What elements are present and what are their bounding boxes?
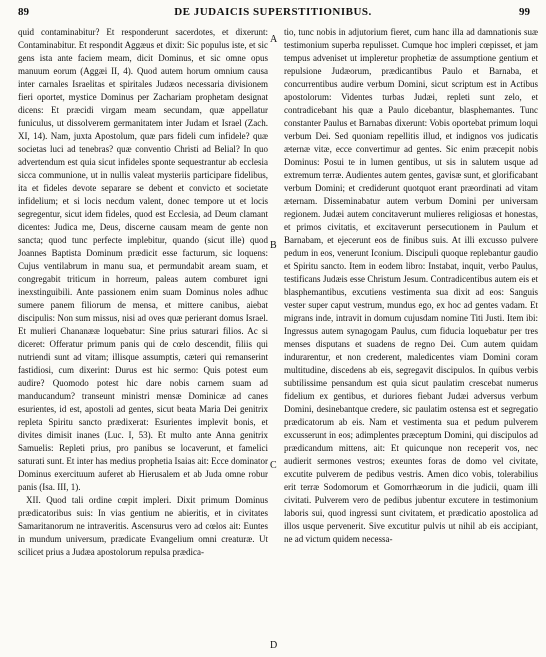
margin-letter-c: C: [270, 460, 277, 471]
running-title: DE JUDAICIS SUPERSTITIONIBUS.: [174, 6, 372, 18]
right-page-number: 99: [519, 6, 530, 18]
running-header: [10, 6, 536, 22]
margin-letter-d: D: [270, 640, 278, 651]
right-column: [284, 26, 538, 654]
left-page-number: 89: [18, 6, 29, 18]
left-paragraph-1: quid contaminabitur? Et responderunt sacerdotes, et dixerunt: Contaminabitur. Et respondit Aggæus et dixit: Sic populus iste, et sic gens ista ante faciem meam, dicit Dominus, et sic omne opus manuum eorum (Aggæi II, 4). Quod autem horum omnium causa inter carnales Israelitas et spiritales Judæos necessaria divisionem fieri oportet, mystice Dominus per Zachariam prophetam designat dicens: Et præcidi virgam meam secundam, quæ appellatur funiculus, ut dissolverem germanitatem inter Judam et Israel (Zach. XI, 14). Nam, juxta Apostolum, quæ pars fideli cum infidele? quæ societas luci ad tenebras? quæ conventio Christi ad Belial? In quo advertendum est quia sicut infideles sponte sequestrantur ab ecclesia sicca communione, ut in nullis valeat mysteriis participare fidelibus, ita et fideles devote separare se debent et convicto et societate infidelium; et si locis necdum valent, donec tempore ut et locis segregentur, sicut idem fideles, quod est Ecclesia, ad Deum clamant dicentes: Judica me, Deus, discerne causam meam de gente non sancta; quod tunc perfecte implebitur, quando (sicut ille) quod Joannes Baptista Dominum prædicit esse facturum, sic loquens: Cujus ventilabrum in manu sua, et permundabit aream suam, et congregabit triticum in horreum, paleas autem comburet igni inexstinguibili. Ante passionem enim suam Dominus noles adhuc sumere panem filiorum de mensa, et mittere canibus, aiebat discipulis: Non sum missus, nisi ad oves quæ perierant domus Israel. Et mulieri Chananææ loquebatur: Sine prius saturari filios. Ac si diceret: Offeratur primum panis qui de cœlo descendit, filiis qui nutriendi sunt ad vitam; illisque assumptis, cæteri qui remanserint fastidiosi, cum dixerint: Durus est hic sermo: Quis potest eum audire? Quomodo potest hic dare nobis carnem suam ad manducandum? transeunt ministri mensæ Dominicæ ad canes esurientes, id est, apostoli ad gentes, sicut beata Maria Dei genitrix repleta Spiritu sancto prædixerat: Esurientes implevit bonis, et divites dimisit inanes (Luc. I, 53). Et multo ante Anna genitrix Samuelis: Repleti prius, pro panibus se locaverunt, et famelici saturati sunt. Et inter has medius prophetia Isaias ait: Ecce dominator Dominus exercituum auferet ab Hierusalem et ab Juda omne robur panis (Isa. III, 1).: [18, 27, 268, 492]
left-paragraph-2: XII. Quod tali ordine cœpit impleri. Dixit primum Dominus prædicatoribus suis: In vias gentium ne abieritis, et in civitates Samaritanorum ne intraveritis. Ascensurus vero ad cœlos ait: Euntes in mundum universum, prædicate Evangelium omni creaturæ. Ut scilicet prius a Judæa apostolorum repulsa prædica-: [18, 495, 268, 557]
margin-letter-a: A: [270, 34, 278, 45]
left-column: [18, 26, 268, 654]
margin-letter-b: B: [270, 240, 277, 251]
right-paragraph-1: tio, tunc nobis in adjutorium fieret, cum hanc illa ad damnationis suæ testimonium superba repulisset. Cumque hoc impleri cœpisset, et jam tempus adveniset ut impleretur prophetiæ de assumptione gentium et repulsione Judæorum, prædicantibus Paulo et Barnaba, et concurrentibus audire verbum Domini, sicut scriptum est in Actibus apostolorum: Videntes turbas Judæi, repleti sunt zelo, et contradicebant his quæ a Paulo dicebantur, blasphemantes. Tunc constanter Paulus et Barnabas dixerunt: Vobis oportebat primum loqui verbum Dei. Sed quoniam repellitis illud, et indignos vos judicatis æternæ vitæ, ecce convertimur ad gentes. Sic enim præcepit nobis Dominus: Posui te in lumen gentibus, ut sis in salutem usque ad extremum terræ. Audientes autem gentes, gavisæ sunt, et glorificabant verbum Domini; et crediderunt quotquot erant præordinati ad vitam æternam. Disseminabatur autem verbum Domini per universam regionem. Judæi autem concitaverunt mulieres religiosas et honestas, et primos civitatis, et excitaverunt persecutionem in Paulum et Barnabam, et ejecerunt eos de finibus suis. At illi excusso pulvere pedum in eos, venerunt Iconium. Discipuli quoque replebantur gaudio et Spiritu sancto. Item in eodem libro: Instabat, inquit, verbo Paulus, testificans Judæis esse Christum Jesum. Contradicentibus autem eis et blasphemantibus, excutiens vestimenta sua dixit ad eos: Sanguis vester super caput vestrum, mundus ego, ex hoc ad gentes vadam. Et migrans inde, intravit in domum cujusdam nomine Titi Justi. Item ibi: Ingressus autem synagogam Paulus, cum fiducia loquebatur per tres menses disputans et suadens de regno Dei. Cum autem quidam indurarentur, et non crederent, maledicentes viam Domini coram multitudine, discedens ab eis, segregavit discipulos. In quibus verbis subtilissime pensandum est quia sicut paulatim crescebat numerus fidelium ex gentibus, et duriores fiebant Judæi adversus verbum Domini, desinebantque credere, sic paulatim ostensa est et segregatio prædicatorum ab eis. Nam et vestimenta sua et pedum pulverem excusserunt in eos; adimplentes præceptum Domini, qui discipulos ad prædicandum mittens, ait: Et quicunque non receperit vos, nec audierit sermones vestros; exeuntes foras de domo vel civitate, excutite pulverem de pedibus vestris. Amen dico vobis, tolerabilius erit terræ Sodomorum et Gomorrhæorum in die judicii, quam illi civitati. Pulverem vero de pedibus jubentur excutere in testimonium laboris sui, quod ingressi sunt civitatem, et prædicatio apostolica ad illos usque pervenerit. Sive excutitur pulvis ut nihil ab eis accipiant, ne ad victum quidem necessa-: [284, 27, 538, 544]
